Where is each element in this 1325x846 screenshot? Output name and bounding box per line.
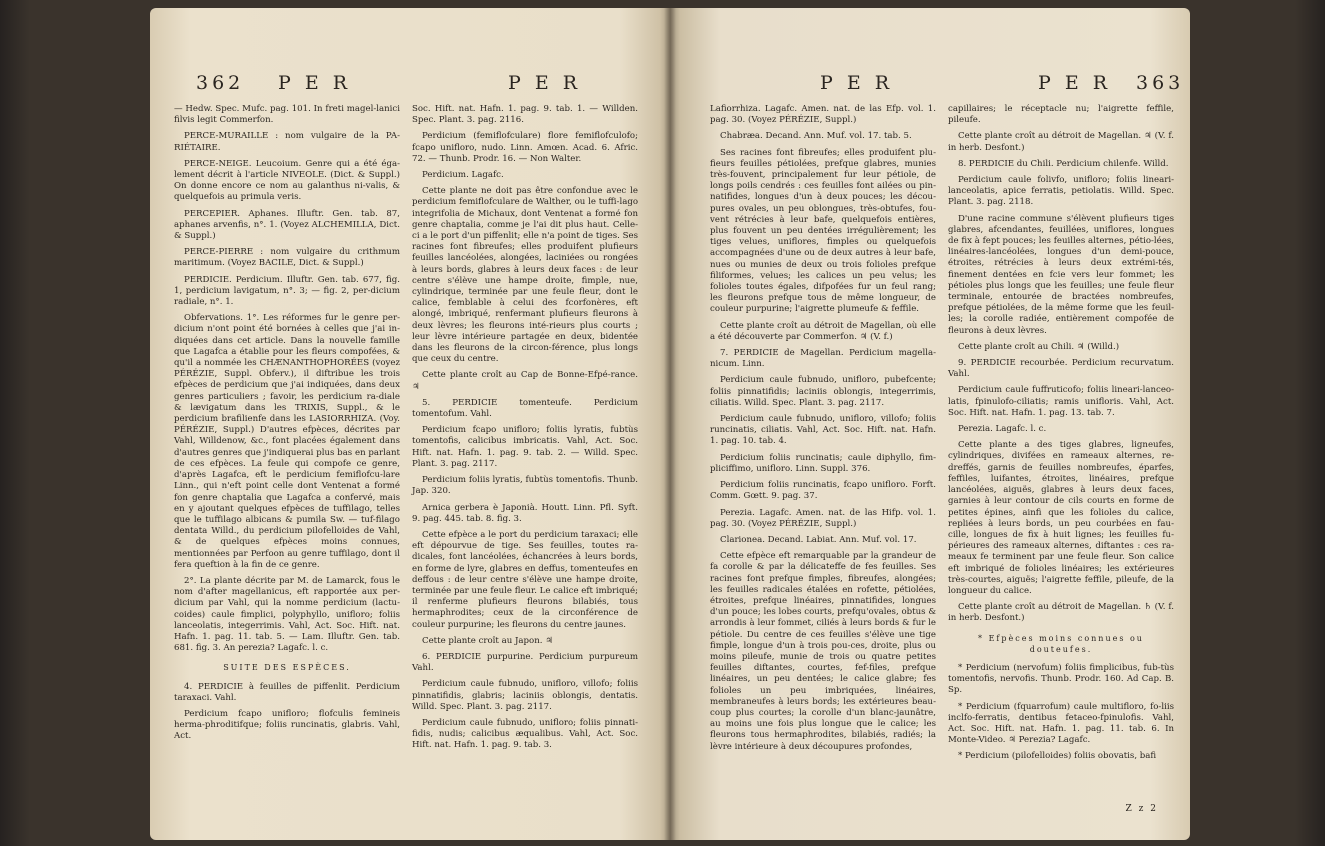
paragraph: PERCE-MURAILLE : nom vulgaire de la PA-RIÉTAIRE.	[174, 131, 400, 153]
paragraph: 5. PERDICIE tomenteufe. Perdicium tomentofum. Vahl.	[412, 397, 638, 420]
paragraph: Cette plante croît au détroit de Magellan. ♄ (V. f. in herb. Desfont.)	[948, 602, 1174, 624]
paragraph: Perdicium caule fuffruticofo; foliis lineari-lanceo-latis, fpinulofo-ciliatis; ramis unifloris. Vahl, Act. Soc. Hift. nat. Hafn. 1. pag. 13. tab. 7.	[948, 385, 1174, 418]
paragraph: Soc. Hift. nat. Hafn. 1. pag. 9. tab. 1. — Willden. Spec. Plant. 3. pag. 2116.	[412, 104, 638, 126]
paragraph: Perezia. Lagafc. Amen. nat. de las Hifp. vol. 1. pag. 30. (Voyez PÉRÉZIE, Suppl.)	[710, 507, 936, 529]
left-column-1	[174, 104, 400, 748]
left-running-head	[150, 72, 670, 98]
paragraph: PERCE-NEIGE. Leucoium. Genre qui a été éga-lement décrit à l'article NIVEOLE. (Dict. & Suppl.) On donne encore ce nom au galanthus ni-valis, & quelquefois au primula veris.	[174, 158, 400, 203]
paragraph: Perdicium caule fubnudo, unifloro, pubefcente; foliis pinnatifidis; laciniis oblongis, integerrimis, ciliatis. Willd. Spec. Plant. 3. pag. 2117.	[710, 375, 936, 408]
paragraph: 7. PERDICIE de Magellan. Perdicium magella-nicum. Linn.	[710, 348, 936, 370]
section-title: * Efpèces moins connues ou douteufes.	[978, 633, 1144, 654]
right-column-2	[948, 104, 1174, 768]
paragraph: * Perdicium (pilofelloides) foliis obovatis, bafi	[958, 751, 1157, 762]
paragraph: Perdicium foliis runcinatis, fcapo unifloro. Forft. Comm. Gœtt. 9. pag. 37.	[710, 480, 936, 502]
paragraph: Chabræa. Decand. Ann. Muf. vol. 17. tab. 5.	[720, 131, 912, 142]
paragraph: Perdicium (femiflofculare) flore femiflofculofo; fcapo unifloro, nudo. Linn. Amœn. Acad. 6. Afric. 72. — Thunb. Prodr. 16. — Non Walter.	[412, 131, 638, 164]
right-head-left: P E R	[820, 72, 894, 94]
paragraph: Perezia. Lagafc. l. c.	[958, 424, 1047, 435]
paragraph: PERCEPIER. Aphanes. Illuftr. Gen. tab. 87, aphanes arvenfis, n°. 1. (Voyez ALCHEMILLA, Dict. & Suppl.)	[174, 208, 400, 242]
right-page	[670, 8, 1190, 840]
left-page-number: 362	[196, 72, 245, 94]
left-head-left: P E R	[278, 72, 352, 94]
right-column-1	[710, 104, 936, 758]
paragraph: — Hedw. Spec. Mufc. pag. 101. In freti magel-lanici filvis legit Commerfon.	[174, 104, 400, 126]
paragraph: Perdicium caule fubnudo, unifloro; foliis pinnati-fidis, nudis; calicibus æqualibus. Vahl, Act. Soc. Hift. nat. Hafn. 1. pag. 9. tab. 3.	[412, 717, 638, 751]
paragraph: Cette plante a des tiges glabres, ligneufes, cylindriques, divifées en rameaux alternes, re-dreffés, garnis de feuilles nombreufes, éparfes, feffiles, luifantes, étroites, linéaires, prefque lancéolées, aiguës, glabres à leurs deux faces, garnies à leur contour de cils courts en forme de petites épines, ainfi que les folioles du calice, repliées à leurs bords, un peu courbées en fau-cille, longues de fix à huit lignes; les feuilles fu-périeures des rameaux alternes, diftantes : ces ra-meaux fe terminent par une feule fleur. Son calice eft imbriqué de folioles linéaires; les extérieures très-courtes, aiguës; l'aigrette feffile, pileufe, de la longueur du calice.	[948, 440, 1174, 596]
paragraph: Perdicium fcapo unifloro; flofculis femineis herma-phroditifque; foliis runcinatis, glabris. Vahl, Act.	[174, 708, 400, 742]
paragraph: Clarionea. Decand. Labiat. Ann. Muf. vol. 17.	[720, 534, 917, 545]
paragraph: Arnica gerbera è Japonià. Houtt. Linn. Pfl. Syft. 9. pag. 445. tab. 8. fig. 3.	[412, 502, 638, 524]
signature-mark: Z z 2	[1125, 804, 1158, 814]
paragraph: Cette plante croît au détroit de Magellan. ♃ (V. f. in herb. Desfont.)	[948, 131, 1174, 153]
left-head-right: P E R	[508, 72, 582, 94]
paragraph: Perdicium foliis runcinatis; caule diphyllo, fim-pliciffimo, unifloro. Linn. Suppl. 376.	[710, 452, 936, 474]
left-page	[150, 8, 670, 840]
paragraph: D'une racine commune s'élèvent plufieurs tiges glabres, afcendantes, feuillées, uniflores, longues de fix à fept pouces; les feuilles alternes, pétio-lées, linéaires-lancéolées, longues d'un demi-pouce, étroites, rétrécies à leurs deux extrémi-tés, finement dentées en fcie vers leur fommet; les pétioles plus longs que les feuilles; une feule fleur terminale, entourée de bractées nombreufes, prefque pétiolées, de la même forme que les feuil-les; la corolle radiée, entièrement compofée de fleurons à deux lèvres.	[948, 213, 1174, 336]
paragraph: Obfervations. 1°. Les réformes fur le genre per-dicium n'ont point été bornées à celles que j'ai in-diquées dans cet article. Dans la nouvelle famille que Lagafca a établie pour les fleurs compofées, & qu'il a nommée les CHÆNANTHOPHORÉES (voyez PÉRÉZIE, Suppl. Obferv.), il diftribue les trois efpèces de perdicium que j'ai indiquées, dans deux genres particuliers ; favoir, les perdicium ra-diale & lævigatum dans les TRIXIS, Suppl., & le perdicium brafilienfe dans les LASIORRHIZA. (Voy. PÉRÉZIE, Suppl.) D'autres efpèces, décrites par Vahl, Willdenow, &c., font placées également dans d'autres genres que j'indiquerai plus bas en parlant de ces efpèces. La feule qui compofe ce genre, d'après Lagafca, eft le perdicium femiflofcu-lare Linn., qui n'eft point celle dont Ventenat a formé fon genre chaptalia que Lagafca a confervé, mais en y ajoutant quelques efpèces de tuffilago, telles que le tuffilago albicans & pumila Sw. — tuf-filago dentata Willd., du perdicium pilofelloides de Vahl, & de quelques efpèces moins connues, mentionnées par Perfoon au genre tuffilago, dont il fera queftion à la fin de ce genre.	[174, 313, 400, 570]
paragraph: Cette plante croît au détroit de Magellan, où elle a été découverte par Commerfon. ♃ (V. f.)	[710, 320, 936, 342]
section-title: SUITE DES ESPÈCES.	[223, 663, 351, 673]
paragraph: Perdicium caule fubnudo, unifloro, villofo; foliis pinnatifidis, glabris; laciniis oblongis, dentatis. Willd. Spec. Plant. 3. pag. 2117.	[412, 679, 638, 712]
paragraph: Perdicium fcapo unifloro; foliis lyratis, fubtùs tomentofis, calicibus imbricatis. Vahl, Act. Soc. Hift. nat. Hafn. 1. pag. 9. tab. 2. — Willd. Spec. Plant. 3. pag. 2117.	[412, 425, 638, 469]
paragraph: Cette efpèce eft remarquable par la grandeur de fa corolle & par la délicateffe de fes feuilles. Ses racines font prefque fimples, fibreufes, alongées; les feuilles radicales étalées en rofette, pétiolées, étroites, prefque linéaires, pinnatifides, longues d'un pouce; les lobes courts, prefqu'ovales, obtus & arrondis à leur fommet, ciliés à leurs bords & fur le pétiole. Du centre de ces feuilles s'élève une tige fimple, longue d'un à trois pou-ces, droite, plus ou moins pileufe, munie de trois ou quatre petites feuilles diftantes, courtes, fef-files, prefque linéaires, un peu dentées; le calice glabre; fes folioles un peu imbriquées, linéaires, membraneufes à leurs bords; les extérieures beau-coup plus courtes; la corolle d'un blanc-jaunâtre, au moins une fois plus longue que le calice; les fleurons tous hermaphrodites, bilabiés, radiés; la lèvre intérieure à deux découpures profondes,	[710, 551, 936, 752]
paragraph: * Perdicium (fquarrofum) caule multifloro, fo-liis inclfo-ferratis, dentibus fetaceo-fpinulofis. Vahl, Act. Soc. Hift. nat. Hafn. 1. pag. 11. tab. 6. In Monte-Video. ♃ Perezia? Lagafc.	[948, 701, 1174, 746]
paragraph: PERDICIE. Perdicium. Illuftr. Gen. tab. 677, fig. 1, perdicium lavigatum, n°. 3; — fig. 2, per-dicium radiale, n°. 1.	[174, 274, 400, 308]
book-gutter	[664, 8, 676, 840]
paragraph: Ses racines font fibreufes; elles produifent plu-fieurs feuilles pétiolées, prefque glabres, munies très-fouvent, principalement fur leur pétiole, de longs poils cendrés : ces feuilles font ailées ou pin-natifides, longues d'un à deux pouces; les décou-pures ovales, un peu oblongues, très-obtufes, fou-vent rétrécies à leur bafe, quelquefois entières, plus fouvent un peu dentées irrégulièrement; les tiges velues, uniflores, fimples ou quelquefois accompagnées d'une ou de deux autres à leur bafe, nues ou munies de deux ou trois folioles prefque filiformes, velues; les calices un peu velus; les folioles toutes égales, difpofées fur un feul rang; les fleurons prefque tous de même longueur, de couleur purpurine; l'aigrette plumeufe & feffile.	[710, 147, 936, 315]
paragraph: PERCE-PIERRE : nom vulgaire du crithmum maritimum. (Voyez BACILE, Dict. & Suppl.)	[174, 247, 400, 269]
paragraph: Perdicium. Lagafc.	[422, 170, 504, 181]
paragraph: Cette plante croît au Cap de Bonne-Efpé-rance. ♃	[412, 370, 638, 392]
right-running-head	[670, 72, 1190, 98]
paragraph: Lafiorrhiza. Lagafc. Amen. nat. de las Efp. vol. 1. pag. 30. (Voyez PÉRÉZIE, Suppl.)	[710, 104, 936, 126]
left-column-2	[412, 104, 638, 757]
paragraph: Cette efpèce a le port du perdicium taraxaci; elle eft dépourvue de tige. Ses feuilles, toutes ra-dicales, font lancéolées, échancrées à leurs bords, en forme de lyre, glabres en deffus, tomenteufes en deffous : de leur centre s'élève une hampe droite, terminée par une feule fleur. Le calice eft imbriqué; il renferme plufieurs fleurons bilabiés, tous hermaphrodites; ceux de la circonférence de couleur purpurine; les fleurons du centre jaunes.	[412, 529, 638, 630]
paragraph: 4. PERDICIE à feuilles de piffenlit. Perdicium taraxaci. Vahl.	[174, 681, 400, 703]
paragraph: * Perdicium (nervofum) foliis fimplicibus, fub-tùs tomentofis, nervofis. Thunb. Prodr. 160. Ad Cap. B. Sp.	[948, 662, 1174, 696]
paragraph: Perdicium caule fubnudo, unifloro, villofo; foliis runcinatis, ciliatis. Vahl, Act. Soc. Hift. nat. Hafn. 1. pag. 10. tab. 4.	[710, 414, 936, 447]
right-page-number: 363	[1136, 72, 1185, 94]
paragraph: 2°. La plante décrite par M. de Lamarck, fous le nom d'after magellanicus, eft rapportée aux per-dicium par Vahl, qui la nomme perdicium (lactu-coides) caule fimplici, polyphyllo, unifloro; foliis lanceolatis, integerrimis. Vahl, Act. Soc. Hift. nat. Hafn. 1. pag. 11. tab. 5. — Lam. Illuftr. Gen. tab. 681. fig. 3. An perezia? Lagafc. l. c.	[174, 575, 400, 654]
paragraph: Perdicium caule folivfo, unifloro; foliis lineari-lanceolatis, apice ferratis, petiolatis. Willd. Spec. Plant. 3. pag. 2118.	[948, 175, 1174, 208]
paragraph: Perdicium foliis lyratis, fubtùs tomentofis. Thunb. Jap. 320.	[412, 475, 639, 497]
paragraph: Cette plante croît au Japon. ♃	[422, 635, 553, 646]
paragraph: capillaires; le réceptacle nu; l'aigrette feffile, pileufe.	[948, 104, 1174, 126]
paragraph: Cette plante croît au Chili. ♃ (Willd.)	[958, 341, 1120, 352]
paragraph: 9. PERDICIE recourbée. Perdicium recurvatum. Vahl.	[948, 358, 1174, 380]
right-head-right: P E R	[1038, 72, 1112, 94]
paragraph: Cette plante ne doit pas être confondue avec le perdicium femiflofculare de Walther, ou le tuffi-lago integrifolia de Michaux, dont Ventenat a formé fon genre chaptalia, comme je l'ai dit plus haut. Celle-ci a le port d'un piffenlit; elle n'a point de tiges. Ses racines font fibreufes; elles produifent plufieurs feuilles lancéolées, alongées, laciniées ou rongées à leurs bords, glabres à leurs deux faces : de leur centre s'élève une hampe droite, fimple, nue, cylindrique, terminée par une feule fleur, dont le calice, femblable à celui des fcorfonères, eft alongé, imbriqué, renfermant plufieurs fleurons à deux lèvres; les fleurons inté-rieurs plus courts ; leur lèvre intérieure partagée en deux, bidentée dans les fleurons de la circon-férence, plus longs que ceux du centre.	[412, 186, 638, 365]
paragraph: 6. PERDICIE purpurine. Perdicium purpureum Vahl.	[412, 651, 638, 674]
paragraph: 8. PERDICIE du Chili. Perdicium chilenfe. Willd.	[958, 158, 1169, 169]
